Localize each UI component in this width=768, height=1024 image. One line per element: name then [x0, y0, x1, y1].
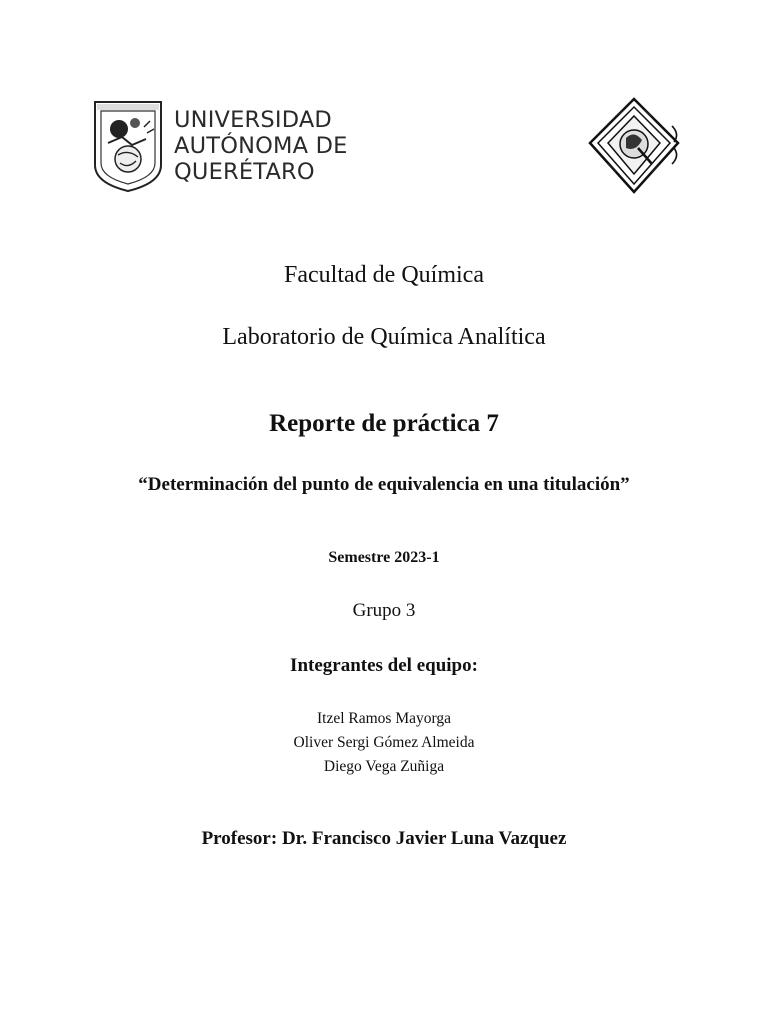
faculty-seal-icon — [586, 96, 682, 196]
university-name — [174, 107, 348, 185]
faculty-name: Facultad de Química — [284, 262, 484, 288]
professor: Profesor: Dr. Francisco Javier Luna Vazquez — [201, 828, 567, 849]
report-title: Reporte de práctica 7 — [269, 410, 499, 437]
university-logo — [92, 98, 348, 194]
report-topic: “Determinación del punto de equivalencia en una titulación” — [138, 474, 630, 495]
university-seal-icon — [92, 99, 164, 193]
team-member: Itzel Ramos Mayorga — [316, 710, 451, 727]
laboratory-name: Laboratorio de Química Analítica — [222, 324, 546, 350]
semester: Semestre 2023-1 — [328, 549, 440, 566]
team-member-list — [0, 707, 768, 779]
university-name-line: AUTÓNOMA DE — [174, 133, 348, 159]
university-name-line: QUERÉTARO — [174, 159, 315, 185]
group: Grupo 3 — [352, 600, 416, 621]
team-member: Oliver Sergi Gómez Almeida — [293, 734, 475, 751]
university-name-line: UNIVERSIDAD — [174, 107, 332, 133]
team-member: Diego Vega Zuñiga — [323, 758, 445, 775]
team-heading: Integrantes del equipo: — [290, 655, 478, 676]
